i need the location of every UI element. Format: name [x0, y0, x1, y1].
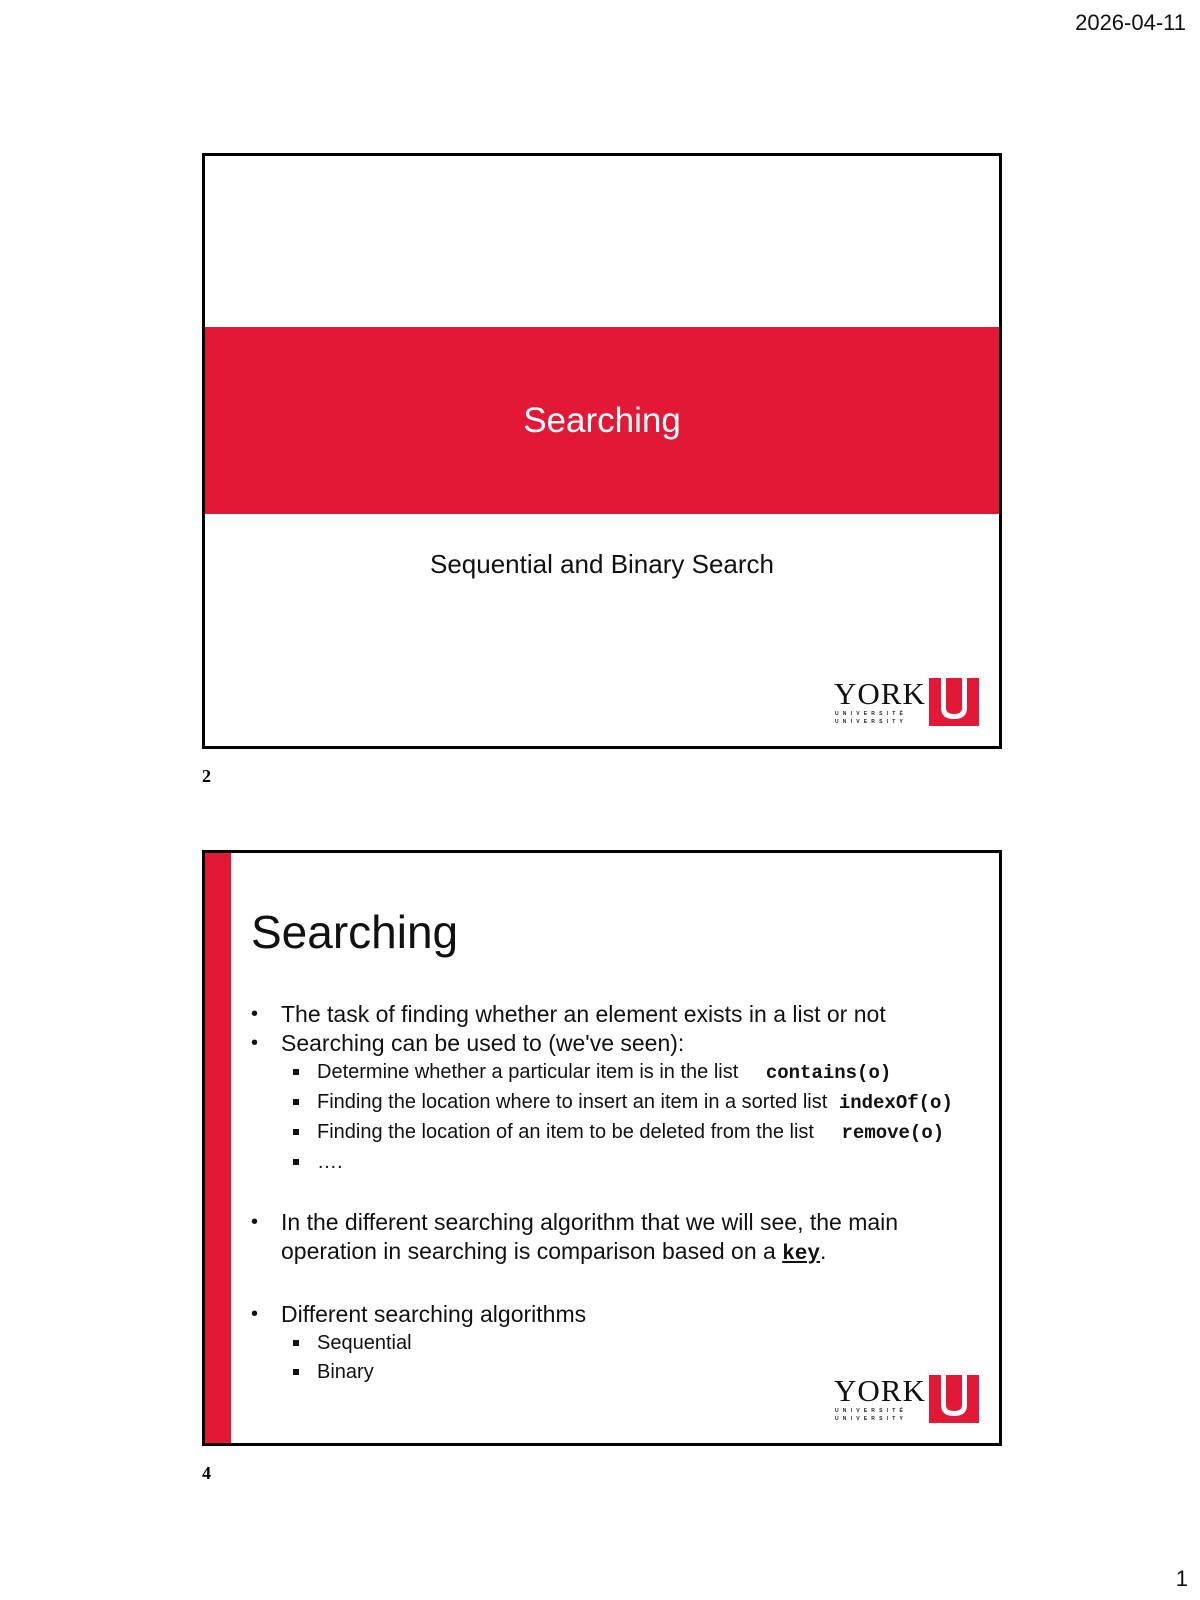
- bullet-text-line1: In the different searching algorithm that we will see, the main: [281, 1209, 899, 1235]
- key-term: key: [782, 1243, 821, 1266]
- code-snippet: remove(o): [841, 1122, 945, 1144]
- bullet-item: • The task of finding whether an element exists in a list or not: [251, 1000, 991, 1029]
- slide-subtitle: Sequential and Binary Search: [429, 549, 774, 579]
- sub-bullet-item: [251, 1148, 991, 1177]
- sub-bullet-text: Finding the location where to insert an item in a sorted list: [317, 1091, 828, 1113]
- sub-bullet-item: Sequential: [251, 1329, 991, 1358]
- logo-wordmark: YORK: [834, 1373, 926, 1408]
- slide-number: 4: [202, 1463, 211, 1483]
- sub-bullet-item: Binary: [251, 1358, 991, 1387]
- slide-heading: Searching: [251, 906, 459, 958]
- logo-line-french: UNIVERSITÉ: [835, 711, 908, 717]
- sub-bullet-text: Determine whether a particular item is in the list: [317, 1061, 739, 1083]
- sub-bullet-text: Finding the location of an item to be deleted from the list: [317, 1121, 814, 1143]
- slide-number: 2: [202, 766, 211, 786]
- accent-side-bar: [205, 853, 231, 1443]
- logo-line-english: UNIVERSITY: [835, 1416, 908, 1422]
- logo-line-english: UNIVERSITY: [835, 719, 908, 725]
- york-logo: [834, 678, 979, 728]
- code-snippet: contains(o): [765, 1062, 892, 1084]
- title-band: [205, 327, 999, 514]
- bullet-item: [251, 1208, 991, 1269]
- logo-wordmark: YORK: [834, 676, 926, 711]
- sub-bullet-text: ….: [317, 1151, 343, 1173]
- page-number: 1: [1175, 1566, 1188, 1591]
- sub-bullet-item: [251, 1118, 991, 1148]
- sub-bullet-item: [251, 1058, 991, 1088]
- sub-bullet-item: [251, 1088, 991, 1118]
- slide-content: [202, 850, 1002, 1446]
- bullet-list: [251, 1000, 991, 1387]
- logo-line-french: UNIVERSITÉ: [835, 1408, 908, 1414]
- page-date: 2026-04-11: [1075, 10, 1186, 35]
- slide-title-text: Searching: [523, 400, 681, 440]
- york-u-icon: [929, 1375, 979, 1423]
- slide-title: [202, 153, 1002, 749]
- code-snippet: indexOf(o): [838, 1092, 953, 1114]
- york-logo: [834, 1375, 979, 1425]
- bullet-text-line2: operation in searching is comparison based on a: [281, 1238, 776, 1264]
- bullet-text-end: .: [820, 1238, 827, 1264]
- bullet-item: • Searching can be used to (we've seen):: [251, 1029, 991, 1058]
- bullet-item: • Different searching algorithms: [251, 1300, 991, 1329]
- york-u-icon: [929, 678, 979, 726]
